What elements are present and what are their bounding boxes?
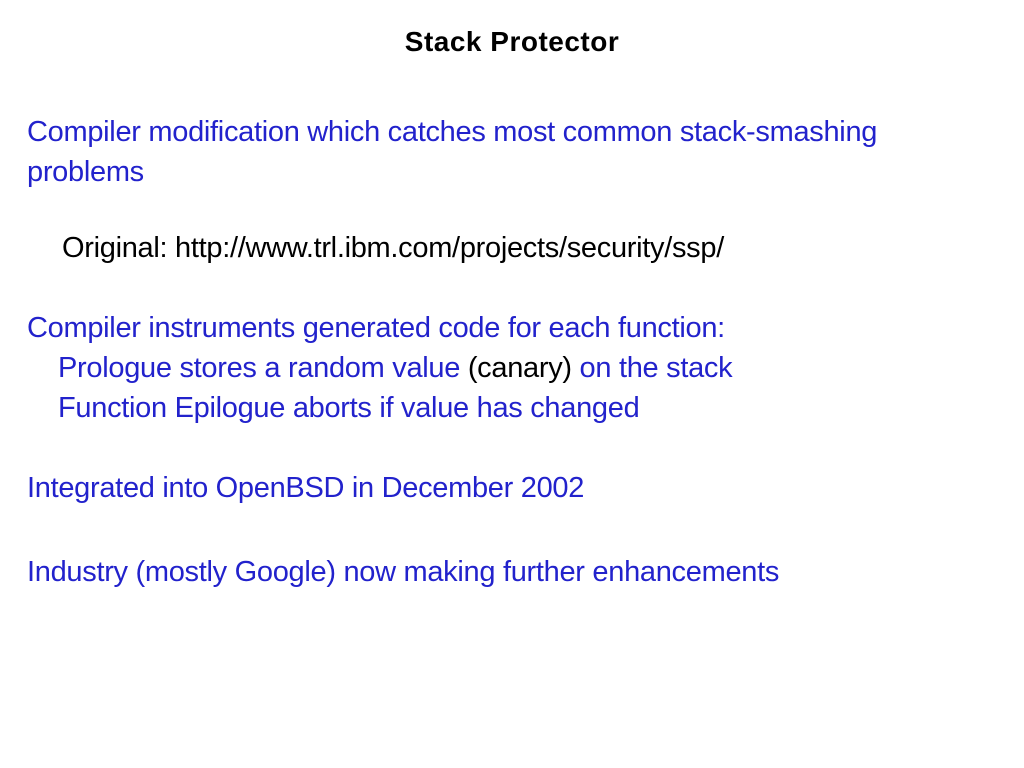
prologue-text-post: on the stack <box>571 352 733 384</box>
bullet-compiler-modification: Compiler modification which catches most common stack-smashing problems <box>27 116 878 188</box>
bullet-compiler-instruments: Compiler instruments generated code for each function: <box>27 312 725 344</box>
bullet-integrated-openbsd: Integrated into OpenBSD in December 2002 <box>27 472 585 504</box>
bullet-industry-enhancements: Industry (mostly Google) now making further enhancements <box>27 556 780 588</box>
canary-emphasis-text: (canary) <box>467 352 572 384</box>
prologue-text-pre: Prologue stores a random value <box>58 352 468 384</box>
slide-title: Stack Protector <box>404 26 620 57</box>
line-function-epilogue: Function Epilogue aborts if value has changed <box>58 392 640 424</box>
line-original-url: Original: http://www.trl.ibm.com/projects/security/ssp/ <box>62 232 724 264</box>
line-prologue-canary <box>58 348 988 388</box>
